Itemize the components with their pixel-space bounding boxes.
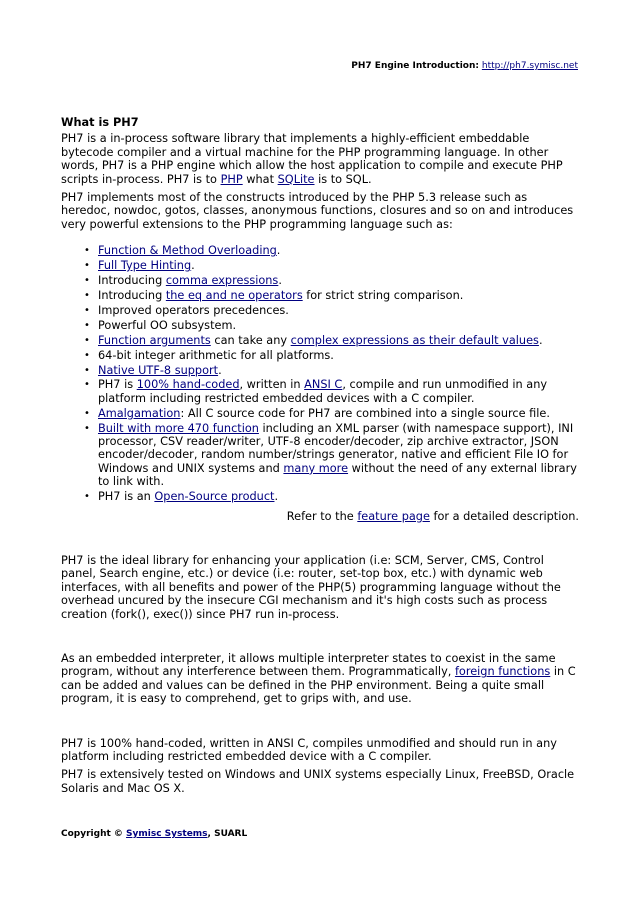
bullet-icon: • bbox=[84, 289, 90, 301]
bullet-icon: • bbox=[84, 319, 90, 331]
feature-text: for strict string comparison. bbox=[302, 288, 464, 302]
list-item bbox=[84, 421, 579, 489]
feature-page-link[interactable]: feature page bbox=[357, 509, 430, 523]
feature-text: . bbox=[191, 259, 195, 273]
feature-link[interactable]: Function arguments bbox=[98, 333, 211, 347]
constructs-paragraph: PH7 implements most of the constructs introduced by the PHP 5.3 release such as heredoc, nowdoc, gotos, classes, anonymous functions, closures and so on and introduces very powerful extensions to the PHP programming language such as: bbox=[61, 191, 574, 231]
feature-text: can take any bbox=[210, 333, 291, 347]
foreign-functions-link[interactable]: foreign functions bbox=[454, 665, 551, 679]
main-content bbox=[61, 116, 579, 800]
feature-text: . bbox=[218, 363, 222, 377]
refer-text: for a detailed description. bbox=[429, 509, 579, 523]
page-header bbox=[351, 61, 578, 71]
feature-link[interactable]: Amalgamation bbox=[98, 406, 181, 420]
list-item bbox=[84, 378, 579, 405]
sqlite-link[interactable]: SQLite bbox=[277, 172, 315, 186]
bullet-icon: • bbox=[84, 364, 90, 376]
list-item bbox=[84, 259, 579, 273]
feature-text: including an XML parser (with namespace support), INI processor, CSV reader/writer, UTF-8 encoder/decoder, zip archive extractor, JSON encoder/decoder, random number/strings generator, native and efficient File IO for Windows and UNIX systems and bbox=[98, 421, 574, 475]
feature-text: without the need of any external library to link with. bbox=[98, 461, 577, 489]
list-item bbox=[84, 348, 579, 362]
feature-link[interactable]: Function & Method Overloading bbox=[98, 244, 277, 258]
list-item bbox=[84, 288, 579, 302]
copyright-suffix: , SUARL bbox=[207, 829, 248, 839]
copyright-text: Copyright © bbox=[61, 829, 127, 839]
bullet-icon: • bbox=[84, 422, 90, 434]
bullet-icon: • bbox=[84, 349, 90, 361]
section-title: What is PH7 bbox=[61, 116, 139, 129]
intro-text-2: what bbox=[242, 172, 278, 186]
feature-link[interactable]: ANSI C bbox=[304, 378, 343, 392]
embedded-text-2: in C can be added and values can be defined in the PHP environment. Being a quite small program, it is easy to comprehend, get to grips with, and use. bbox=[61, 665, 576, 706]
feature-text: . bbox=[538, 333, 543, 347]
list-item bbox=[84, 333, 579, 347]
list-item bbox=[84, 318, 579, 332]
feature-text: . bbox=[276, 244, 281, 258]
bullet-icon: • bbox=[84, 407, 90, 419]
feature-text: 64-bit integer arithmetic for all platforms. bbox=[98, 348, 334, 362]
feature-text: PH7 is an bbox=[98, 490, 155, 504]
bullet-icon: • bbox=[84, 245, 90, 257]
ideal-paragraph: PH7 is the ideal library for enhancing your application (i.e: SCM, Server, CMS, Control panel, Search engine, etc.) or device (i.e: router, set-top box, etc.) with dynamic web interfaces, with all benefits and power of the PHP(5) programming language without the overhead uncured by the insecure CGI mechanism and it's high costs such as process creation (fork(), exec()) since PH7 run in-process. bbox=[61, 553, 561, 621]
header-link[interactable]: http://ph7.symisc.net bbox=[481, 61, 578, 71]
handcoded-paragraph: PH7 is 100% hand-coded, written in ANSI C, compiles unmodified and should run in any platform including restricted embedded device with a C compiler. bbox=[61, 736, 557, 764]
spacer bbox=[61, 711, 579, 737]
feature-link[interactable]: the eq and ne operators bbox=[165, 288, 303, 302]
bullet-icon: • bbox=[84, 275, 90, 287]
bullet-icon: • bbox=[84, 379, 90, 391]
feature-list bbox=[61, 244, 579, 503]
spacer bbox=[61, 523, 579, 554]
list-item bbox=[84, 303, 579, 317]
symisc-link[interactable]: Symisc Systems bbox=[126, 829, 208, 839]
feature-text: , written in bbox=[239, 378, 305, 392]
feature-text: Improved operators precedences. bbox=[98, 303, 289, 317]
feature-link[interactable]: Open-Source product bbox=[154, 490, 275, 504]
list-item bbox=[84, 406, 579, 420]
feature-text: : All C source code for PH7 are combined into a single source file. bbox=[180, 406, 550, 420]
list-item bbox=[84, 244, 579, 258]
bullet-icon: • bbox=[84, 304, 90, 316]
feature-text: . bbox=[274, 490, 279, 504]
feature-link[interactable]: Native UTF-8 support bbox=[98, 363, 219, 377]
header-label: PH7 Engine Introduction: bbox=[351, 61, 479, 71]
list-item bbox=[84, 490, 579, 504]
embedded-paragraph bbox=[61, 652, 579, 706]
bullet-icon: • bbox=[84, 491, 90, 503]
feature-text: Introducing bbox=[98, 274, 166, 288]
list-item bbox=[84, 274, 579, 288]
list-item bbox=[84, 363, 579, 377]
feature-link[interactable]: complex expressions as their default values bbox=[290, 333, 539, 347]
intro-paragraph bbox=[61, 132, 579, 186]
spacer bbox=[61, 626, 579, 652]
feature-link[interactable]: 100% hand-coded bbox=[136, 378, 240, 392]
refer-line bbox=[61, 510, 579, 523]
feature-link[interactable]: Built with more 470 function bbox=[98, 421, 259, 435]
feature-link[interactable]: Full Type Hinting bbox=[98, 259, 192, 273]
bullet-icon: • bbox=[84, 334, 90, 346]
feature-text: Powerful OO subsystem. bbox=[98, 318, 237, 332]
bullet-icon: • bbox=[84, 260, 90, 272]
intro-text-3: is to SQL. bbox=[314, 172, 372, 186]
page-footer bbox=[61, 829, 247, 839]
feature-text: , compile and run unmodified in any platform including restricted embedded devices with a C compiler. bbox=[98, 378, 548, 405]
intro-text-1: PH7 is a in-process software library that implements a highly-efficient embeddable bytecode compiler and a virtual machine for the PHP programming language. In other words, PH7 is a PHP engine which allow the host application to compile and execute PHP scripts in-process. PH7 is to bbox=[61, 132, 563, 186]
tested-paragraph: PH7 is extensively tested on Windows and UNIX systems especially Linux, FreeBSD, Oracle Solaris and Mac OS X. bbox=[61, 768, 575, 795]
php-link[interactable]: PHP bbox=[220, 172, 243, 186]
feature-link[interactable]: comma expressions bbox=[165, 274, 279, 288]
feature-link[interactable]: many more bbox=[283, 461, 349, 475]
feature-text: . bbox=[278, 274, 282, 288]
feature-text: Introducing bbox=[98, 288, 166, 302]
embedded-text-1: As an embedded interpreter, it allows multiple interpreter states to coexist in the same program, without any interference between them. Programmatically, bbox=[61, 652, 556, 679]
feature-text: PH7 is bbox=[98, 378, 137, 392]
refer-text: Refer to the bbox=[286, 509, 358, 523]
